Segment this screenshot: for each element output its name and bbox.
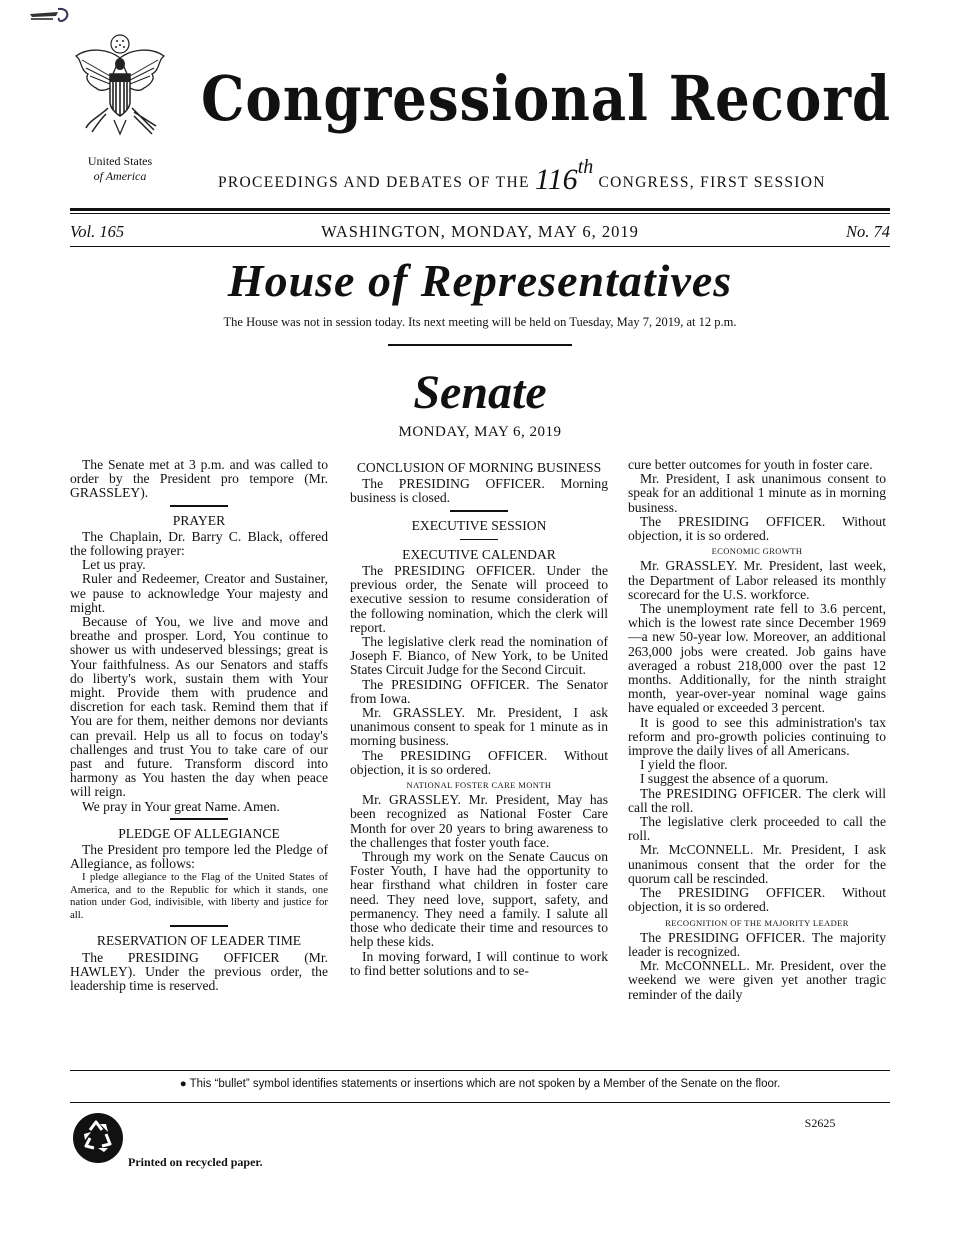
executive-session-heading: EXECUTIVE SESSION bbox=[411, 517, 547, 533]
recycle-icon bbox=[72, 1112, 124, 1164]
paragraph: cure better outcomes for youth in foster care. bbox=[628, 457, 873, 472]
column-1 bbox=[70, 458, 328, 1058]
paragraph: The PRESIDING OFFICER. Morning business is closed. bbox=[350, 476, 608, 506]
separator bbox=[70, 501, 328, 511]
paragraph: In moving forward, I will continue to work to find better solutions and to se- bbox=[350, 948, 608, 978]
paragraph: Through my work on the Senate Caucus on Foster Youth, I have had the opportunity to hear firsthand what children in foster care need. They need love, support, safety, and permanency. They need a family. I salute all those who dedicate their time and resources to help these kids. bbox=[350, 849, 608, 950]
footer-rule-top bbox=[70, 1070, 890, 1071]
house-title: House of Representatives bbox=[227, 255, 733, 306]
session-subhead bbox=[218, 156, 898, 197]
prayer-line: We pray in Your great Name. Amen. bbox=[82, 798, 280, 814]
paragraph: I yield the floor. bbox=[640, 757, 728, 773]
masthead bbox=[196, 58, 896, 138]
senate-title: Senate bbox=[413, 366, 547, 419]
issue-number: No. 74 bbox=[845, 222, 890, 241]
paragraph: The PRESIDING OFFICER. Under the previous order, the Senate will proceed to executive session to resume consideration of the following nomination, which the clerk will report. bbox=[350, 563, 608, 635]
great-seal-eagle-icon bbox=[70, 30, 170, 150]
footer-rule-bottom bbox=[70, 1102, 890, 1103]
issue-rule bbox=[70, 246, 890, 247]
prayer-intro: The Chaplain, Dr. Barry C. Black, offered the following prayer: bbox=[70, 528, 328, 559]
opening-paragraph: The Senate met at 3 p.m. and was called to order by the President pro tempore (Mr. GRASSLEY). bbox=[70, 457, 328, 501]
reservation-text: The PRESIDING OFFICER (Mr. HAWLEY). Under the previous order, the leadership time is reserved. bbox=[70, 949, 328, 994]
masthead-title: Congressional Record bbox=[201, 62, 891, 135]
senate-date: MONDAY, MAY 6, 2019 bbox=[398, 424, 562, 440]
seal-caption bbox=[70, 154, 170, 184]
prayer-line: Let us pray. bbox=[82, 557, 146, 573]
recycled-paper-note: Printed on recycled paper. bbox=[128, 1155, 263, 1169]
column-3 bbox=[628, 458, 886, 1058]
subhead-before: PROCEEDINGS AND DEBATES OF THE bbox=[218, 174, 530, 191]
majority-leader-heading: RECOGNITION OF THE MAJORITY LEADER bbox=[665, 917, 849, 928]
paragraph: It is good to see this administration's tax reform and pro-growth policies continuing to improve the daily lives of all Americans. bbox=[628, 714, 886, 759]
congress-ordinal-suffix: th bbox=[577, 156, 594, 178]
paragraph: Mr. McCONNELL. Mr. President, over the weekend we were given yet another tragic reminder of the daily bbox=[628, 958, 886, 1002]
paragraph: Mr. GRASSLEY. Mr. President, May has been recognized as National Foster Care Month for over 20 years to bring awareness to the challenges that foster youth face. bbox=[350, 792, 608, 850]
paragraph: Mr. McCONNELL. Mr. President, I ask unanimous consent that the order for the quorum call be rescinded. bbox=[628, 842, 886, 886]
paragraph: The PRESIDING OFFICER. The majority leader is recognized. bbox=[628, 929, 886, 959]
prayer-line: Because of You, we live and move and breathe and prosper. Lord, You continue to shower us with undeserved blessings; great is Your faithfulness. As our Senators and staffs do liberty's work, sustain them with Your might. Provide them with prudence and discretion for each task. Remind them that if You are for them, neither demons nor deviants can prevail. Help us all to focus on today's challenges and trust You to take care of our past and future. Transform discord into harmony as You hasten the day when peace will reign. bbox=[70, 614, 328, 800]
paragraph: The legislative clerk proceeded to call the roll. bbox=[628, 814, 886, 844]
subhead-after: CONGRESS, FIRST SESSION bbox=[598, 174, 826, 191]
pledge-heading: PLEDGE OF ALLEGIANCE bbox=[118, 825, 280, 841]
page-code: S2625 bbox=[804, 1116, 836, 1130]
gpo-logo-icon bbox=[28, 6, 72, 24]
paragraph: The PRESIDING OFFICER. Without objection, it is so ordered. bbox=[628, 513, 886, 544]
prayer-heading: PRAYER bbox=[172, 512, 226, 528]
bullet-footnote: ● This “bullet” symbol identifies statements or insertions which are not spoken by a Member of the Senate on the floor. bbox=[179, 1078, 781, 1090]
paragraph: The PRESIDING OFFICER. Without objection, it is so ordered. bbox=[350, 747, 608, 777]
paragraph: The PRESIDING OFFICER. The Senator from Iowa. bbox=[350, 676, 608, 706]
paragraph: The unemployment rate fell to 3.6 percent, which is the lowest rate since December 1969—a new 50-year low. Moreover, an additional 263,000 jobs were created. Job gains have averaged a robust 218,000 over the past 12 months. Additionally, for the ninth straight month, year-over-year nominal wage gains have equaled or exceeded 3 percent. bbox=[628, 601, 886, 716]
separator bbox=[350, 535, 608, 545]
paragraph: The PRESIDING OFFICER. The clerk will call the roll. bbox=[628, 785, 886, 815]
reservation-heading: RESERVATION OF LEADER TIME bbox=[96, 933, 302, 949]
pledge-intro: The President pro tempore led the Pledge of Allegiance, as follows: bbox=[70, 842, 328, 872]
house-note: The House was not in session today. Its next meeting will be held on Tuesday, May 7, 2019, at 12 p.m. bbox=[223, 315, 737, 329]
morning-business-heading: CONCLUSION OF MORNING BUSINESS bbox=[356, 460, 602, 475]
paragraph: The PRESIDING OFFICER. Without objection, it is so ordered. bbox=[628, 885, 886, 915]
executive-calendar-heading: EXECUTIVE CALENDAR bbox=[402, 546, 556, 562]
foster-care-heading: NATIONAL FOSTER CARE MONTH bbox=[406, 780, 552, 791]
separator bbox=[350, 506, 608, 516]
section-divider bbox=[388, 344, 572, 346]
separator bbox=[70, 814, 328, 824]
issue-line bbox=[70, 222, 890, 244]
paragraph: Mr. GRASSLEY. Mr. President, I ask unanimous consent to speak for 1 minute as in morning business. bbox=[350, 705, 608, 749]
separator bbox=[70, 921, 328, 931]
volume-number: Vol. 165 bbox=[70, 222, 125, 241]
prayer-line: Ruler and Redeemer, Creator and Sustainer, we pause to acknowledge Your majesty and might. bbox=[70, 571, 328, 615]
economic-growth-heading: ECONOMIC GROWTH bbox=[711, 546, 803, 557]
column-2 bbox=[350, 458, 608, 1058]
paragraph: The legislative clerk read the nomination of Joseph F. Bianco, of New York, to be United States Circuit Judge for the Second Circuit. bbox=[350, 634, 608, 678]
pledge-text: I pledge allegiance to the Flag of the United States of America, and to the Republic for which it stands, one nation under God, indivisible, with liberty and justice for all. bbox=[70, 871, 328, 921]
paragraph: Mr. GRASSLEY. Mr. President, last week, the Department of Labor released its monthly scorecard for the U.S. workforce. bbox=[628, 558, 886, 602]
paragraph: I suggest the absence of a quorum. bbox=[640, 771, 829, 787]
paragraph: Mr. President, I ask unanimous consent to speak for an additional 1 minute as in morning business. bbox=[628, 471, 886, 515]
dateline: WASHINGTON, MONDAY, MAY 6, 2019 bbox=[321, 222, 639, 241]
congress-ordinal: 116 bbox=[534, 163, 578, 196]
masthead-rule-thin bbox=[70, 213, 890, 214]
seal-caption-line2: of America bbox=[93, 169, 147, 183]
masthead-rule-top bbox=[70, 208, 890, 211]
seal-caption-line1: United States bbox=[87, 154, 153, 168]
